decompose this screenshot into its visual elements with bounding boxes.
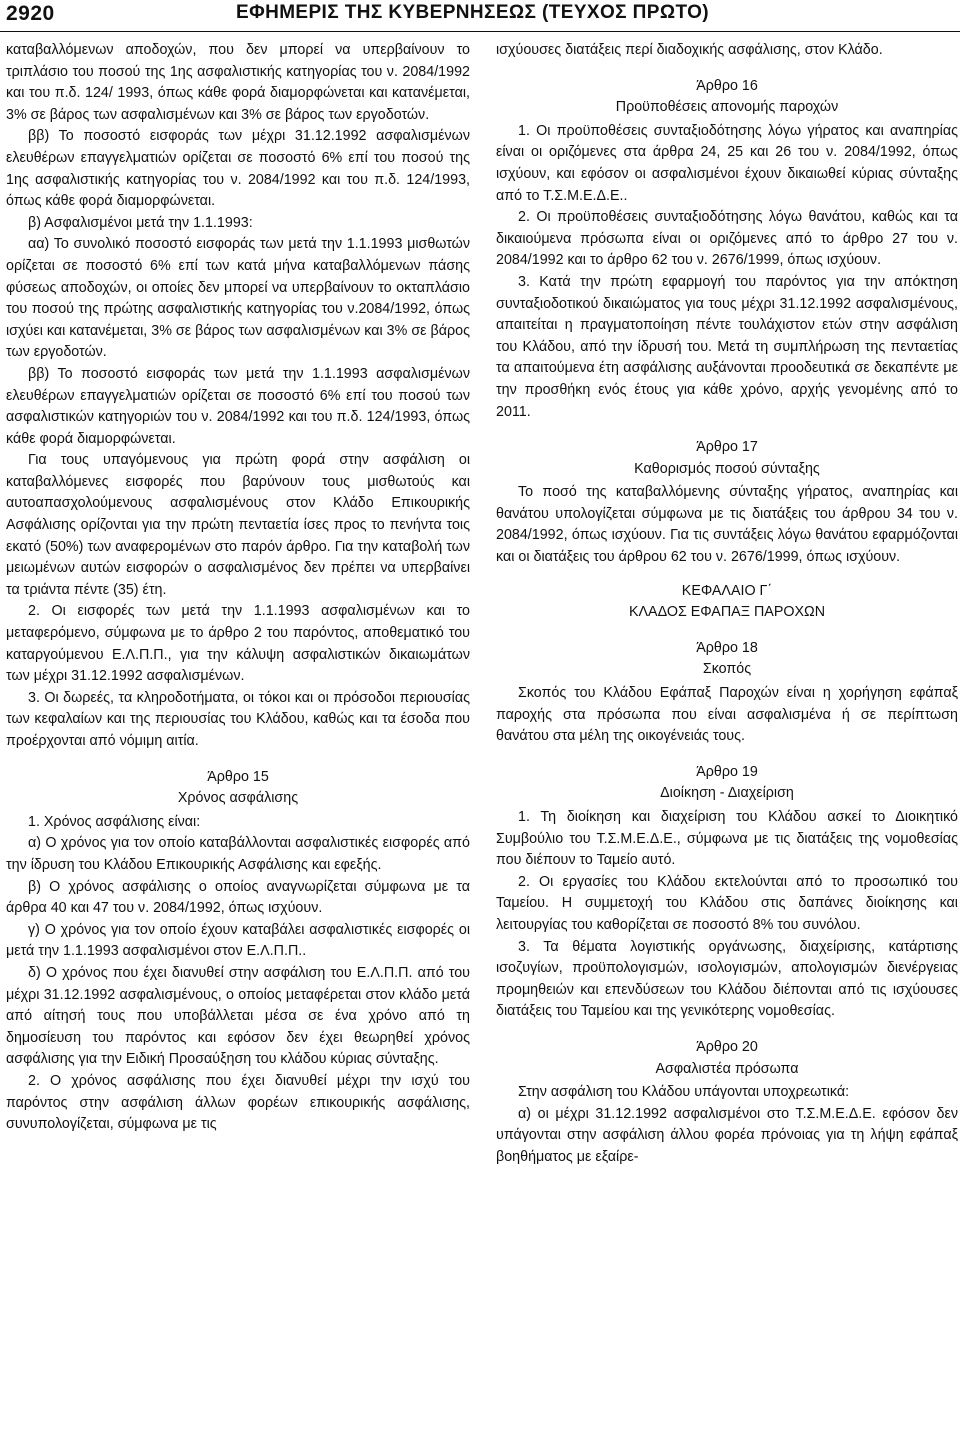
paragraph: 2. Οι προϋποθέσεις συνταξιοδότησης λόγω θανάτου, καθώς και τα δικαιούμενα πρόσωπα είναι οι οριζόμενες από το άρθρο 27 του ν. 2084/1992 και το άρθρο 62 του ν. 2676/1999, όπως ισχύουν. (496, 209, 958, 269)
paragraph: καταβαλλόμενων αποδοχών, που δεν μπορεί να υπερβαίνουν το τριπλάσιο του ποσού της 1ης ασφαλιστικής κατηγορίας του ν. 2084/1992 και του π.δ. 124/ 1993, όπως κάθε φορά διαμορφώνεται και κατανέμεται, 3% σε βάρος των ασφαλισμένων και 3% σε βάρος των εργοδοτών. (6, 42, 470, 123)
article-subject: Χρόνος ασφάλισης (177, 790, 299, 807)
paragraph: 3. Κατά την πρώτη εφαρμογή του παρόντος για την απόκτηση συνταξιοδοτικού δικαιώματος για τους μέχρι 31.12.1992 ασφαλισμένους, απαιτείται η πραγματοποίηση πέντε τουλάχιστον ετών στην ασφάλιση του Κλάδου, από την ίδρυσή του. Μετά τη συμπλήρωση της πενταετίας τα απαιτούμενα έτη ασφάλισης αυξάνονται προοδευτικά σε δεκαπέντε με την προσθήκη ενός έτους για κάθε χρόνο, αρχής γενομένης από το 2011. (496, 273, 958, 420)
article-heading: Άρθρο 18 (696, 639, 758, 656)
chapter-title: ΚΛΑΔΟΣ ΕΦΑΠΑΞ ΠΑΡΟΧΩΝ (628, 604, 826, 621)
paragraph: 1. Οι προϋποθέσεις συνταξιοδότησης λόγω γήρατος και αναπηρίας είναι οι οριζόμενες στα άρθρα 24, 25 και 26 του ν. 2084/1992, όπως ισχύουν, και εφόσον οι ασφαλισμένοι έχουν δικαιωθεί κύριας σύνταξης από το Τ.Σ.Μ.Ε.Δ.Ε.. (496, 122, 958, 204)
paragraph: δ) Ο χρόνος που έχει διανυθεί στην ασφάλιση του Ε.Λ.Π.Π. από του μέχρι 31.12.1992 ασφαλισμένους, ο οποίος μεταφέρεται στον κλάδο μετά από αίτησή τους που υποβάλλεται μέσα σε ένα χρόνο από τη δημοσίευση του παρόντος και εφόσον δεν έχει θεωρηθεί χρόνος ασφάλισης για την Ειδική Προσαύξηση του κλάδου κύριας σύνταξης. (6, 964, 470, 1068)
article-heading: Άρθρο 15 (207, 768, 269, 785)
paragraph: γ) Ο χρόνος για τον οποίο έχουν καταβάλει ασφαλιστικές εισφορές οι μετά την 1.1.1993 ασφαλισμένοι στον Ε.Λ.Π.Π.. (6, 921, 470, 960)
article-subject: Ασφαλιστέα πρόσωπα (655, 1060, 799, 1077)
paragraph: 3. Τα θέματα λογιστικής οργάνωσης, διαχείρισης, κατάρτισης ισοζυγίων, προϋπολογισμών, ισολογισμών, απολογισμών διενέργειας προμηθειών και επενδύσεων του Κλάδου διέπονται από τις ισχύουσες διατάξεις του Ταμείου και της γενικότερης νομοθεσίας. (496, 938, 958, 1020)
paragraph: 2. Οι εργασίες του Κλάδου εκτελούνται από το προσωπικό του Ταμείου. Η συμμετοχή του Κλάδου στις δαπάνες διοίκησης και λειτουργίας του καθορίζεται σε ποσοστό 8% του συνόλου. (496, 873, 958, 933)
paragraph: ββ) Το ποσοστό εισφοράς των μετά την 1.1.1993 ασφαλισμένων ελευθέρων επαγγελματιών ορίζεται σε ποσοστό 6% επί του ποσού των ασφαλιστικών κατηγοριών του ν. 2084/1992 και του π.δ. 124/1993, όπως κάθε φορά διαμορφώνεται. (6, 365, 470, 447)
paragraph: Σκοπός του Κλάδου Εφάπαξ Παροχών είναι η χορήγηση εφάπαξ παροχής στα πρόσωπα που είναι ασφαλισμένα ή σε περίπτωση θανάτου στα μέλη της οικογένειάς τους. (496, 685, 958, 745)
paragraph: 1. Τη διοίκηση και διαχείριση του Κλάδου ασκεί το Διοικητικό Συμβούλιο του Τ.Σ.Μ.Ε.Δ.Ε., σύμφωνα με τις διατάξεις της νομοθεσίας που διέπουν το Ταμείο αυτό. (496, 809, 958, 869)
paragraph: 2. Οι εισφορές των μετά την 1.1.1993 ασφαλισμένων και το μεταφερόμενο, σύμφωνα με το άρθρο 2 του παρόντος, αποθεματικό του καταργούμενου Ε.Λ.Π.Π., για την κάλυψη ασφαλιστικών δικαιωμάτων των μέχρι 31.12.1992 ασφαλισμένων. (6, 603, 470, 685)
header-rule (0, 31, 960, 32)
paragraph: Για τους υπαγόμενους για πρώτη φορά στην ασφάλιση οι καταβαλλόμενες εισφορές που βαρύνουν τους μισθωτούς και αυτοαπασχολούμενους ασφαλισμένους στον Κλάδο Επικουρικής Ασφάλισης ορίζονται για την πρώτη πενταετία ίσες προς το πενήντα τοις εκατό (50%) των αναφερομένων στο παρόν άρθρο. Για την καταβολή των μειωμένων αυτών εισφορών ο ασφαλισμένος δεν πρέπει να υπερβαίνει τα τριάντα πέντε (35) έτη. (6, 452, 470, 598)
paragraph: Στην ασφάλιση του Κλάδου υπάγονται υποχρεωτικά: (518, 1084, 850, 1101)
journal-title: ΕΦΗΜΕΡΙΣ ΤΗΣ ΚΥΒΕΡΝΗΣΕΩΣ (ΤΕΥΧΟΣ ΠΡΩΤΟ) (236, 2, 710, 23)
paragraph: αα) Το συνολικό ποσοστό εισφοράς των μετά την 1.1.1993 μισθωτών ορίζεται σε ποσοστό 6% επί των κατά μήνα καταβαλλόμενων πάσης φύσεως αποδοχών, οι οποίες δεν μπορεί να υπερβαίνουν το οκταπλάσιο του ποσού της πρώτης ασφαλιστικής κατηγορίας του ν.2084/1992, όπως ισχύει και κατανέμεται, 3% σε βάρος των ασφαλισμένων και 3% σε βάρος των εργοδοτών. (6, 236, 470, 361)
article-subject: Σκοπός (702, 661, 752, 678)
page-header (0, 0, 960, 36)
page-number: 2920 (6, 2, 55, 25)
paragraph: β) Ασφαλισμένοι μετά την 1.1.1993: (28, 214, 253, 231)
paragraph: ββ) Το ποσοστό εισφοράς των μέχρι 31.12.1992 ασφαλισμένων ελευθέρων επαγγελματιών ορίζεται σε ποσοστό 6% επί του ποσού της 1ης ασφαλιστικής κατηγορίας του ν. 2084/1992 και του π.δ. 124/1993, όπως κάθε φορά διαμορφώνεται. (6, 128, 470, 210)
paragraph: Το ποσό της καταβαλλόμενης σύνταξης γήρατος, αναπηρίας και θανάτου υπολογίζεται σύμφωνα με τις διατάξεις του άρθρου 34 του ν. 2084/1992, όπως ισχύουν. Για τις συντάξεις λόγω θανάτου εφαρμόζονται και οι διατάξεις του άρθρου 62 του ν. 2676/1999, όπως ισχύουν. (496, 484, 958, 566)
paragraph: 2. Ο χρόνος ασφάλισης που έχει διανυθεί μέχρι την ισχύ του παρόντος στην ασφάλιση άλλων φορέων επικουρικής ασφάλισης, συνυπολογίζεται, σύμφωνα με τις (6, 1072, 470, 1133)
article-heading: Άρθρο 17 (696, 439, 758, 456)
paragraph: 1. Χρόνος ασφάλισης είναι: (28, 813, 201, 830)
article-heading: Άρθρο 19 (696, 763, 758, 780)
paragraph: α) Ο χρόνος για τον οποίο καταβάλλονται ασφαλιστικές εισφορές από την ίδρυση του Κλάδου Επικουρικής Ασφάλισης και εφεξής. (6, 835, 470, 873)
paragraph: 3. Οι δωρεές, τα κληροδοτήματα, οι τόκοι και οι πρόσοδοι περιουσίας των κεφαλαίων και της περιουσίας του Κλάδου, καθώς και τα έσοδα που προέρχονται από νόμιμη αιτία. (6, 689, 470, 749)
paragraph: α) οι μέχρι 31.12.1992 ασφαλισμένοι στο Τ.Σ.Μ.Ε.Δ.Ε. εφόσον δεν υπάγονται στην ασφάλιση άλλου φορέα πρόνοιας για τη λήψη εφάπαξ βοηθήματος με εξαίρε- (496, 1105, 958, 1165)
article-subject: Διοίκηση - Διαχείριση (660, 785, 794, 802)
article-subject: Προϋποθέσεις απονομής παροχών (615, 99, 839, 116)
paragraph: ισχύουσες διατάξεις περί διαδοχικής ασφάλισης, στον Κλάδο. (496, 42, 883, 58)
article-subject: Καθορισμός ποσού σύνταξης (634, 460, 820, 477)
right-column (496, 40, 958, 1430)
left-column (6, 40, 470, 1430)
paragraph: β) Ο χρόνος ασφάλισης ο οποίος αναγνωρίζεται σύμφωνα με τα άρθρα 40 και 47 του ν. 2084/1992, όπως ισχύουν. (6, 878, 470, 917)
article-heading: Άρθρο 20 (696, 1038, 758, 1055)
chapter-heading: ΚΕΦΑΛΑΙΟ Γ΄ (681, 582, 773, 599)
article-heading: Άρθρο 16 (696, 77, 758, 94)
